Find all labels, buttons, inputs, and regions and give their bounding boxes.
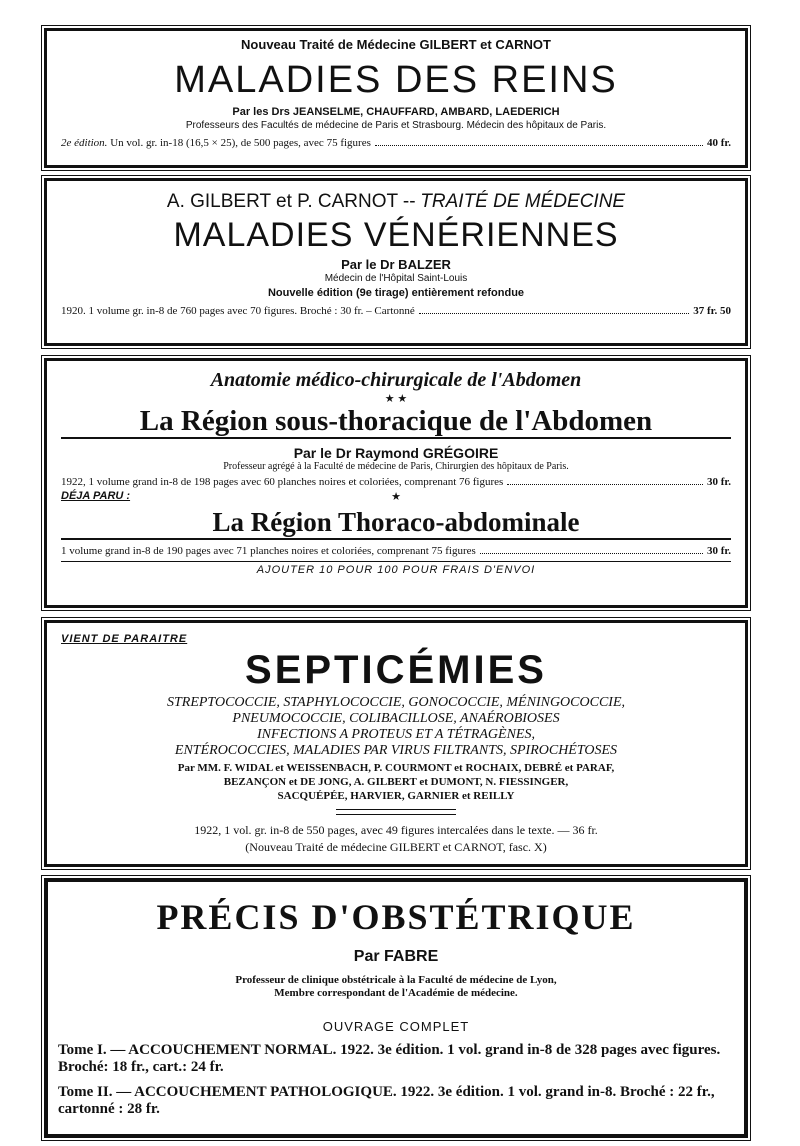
price-2: 30 fr. bbox=[706, 545, 731, 557]
details-line bbox=[61, 137, 731, 149]
book-title: La Région sous-thoracique de l'Abdomen bbox=[139, 405, 653, 437]
leader-dots bbox=[375, 137, 703, 146]
author-line: Par le Dr Raymond GRÉGOIRE bbox=[293, 445, 499, 461]
affiliations-line: Professeurs des Facultés de médecine de Paris et Strasbourg. Médecin des hôpitaux de Paris. bbox=[185, 120, 607, 131]
already-published-label: DÉJA PARU : bbox=[61, 490, 131, 502]
series-title: TRAITÉ DE MÉDECINE bbox=[420, 191, 626, 212]
details-text: 1922, 1 volume grand in-8 de 198 pages avec 60 planches noires et coloriées, comprenant 76 figures bbox=[61, 476, 504, 488]
edition-note: 2e édition. bbox=[61, 137, 108, 149]
topic-line: INFECTIONS A PROTEUS ET A TÉTRAGÈNES, bbox=[257, 727, 535, 742]
series-separator: -- bbox=[402, 191, 416, 212]
book-title: PRÉCIS D'OBSTÉTRIQUE bbox=[156, 897, 636, 937]
topic-line: ENTÉROCOCCIES, MALADIES PAR VIRUS FILTRANTS, SPIROCHÉTOSES bbox=[174, 743, 618, 758]
details-line bbox=[61, 305, 731, 317]
affiliation-line: Médecin de l'Hôpital Saint-Louis bbox=[324, 273, 468, 284]
author-line: Par le Dr BALZER bbox=[341, 257, 451, 272]
authors-line: Par les Drs JEANSELME, CHAUFFARD, AMBARD, LAEDERICH bbox=[232, 106, 560, 118]
price: 40 fr. bbox=[706, 137, 731, 149]
edition-line: Nouvelle édition (9e tirage) entièrement refondue bbox=[267, 287, 525, 299]
star-divider: ★ bbox=[391, 491, 401, 503]
details-text: Un vol. gr. in-18 (16,5 × 25), de 500 pages, avec 75 figures bbox=[110, 137, 371, 149]
topic-line: PNEUMOCOCCIE, COLIBACILLOSE, ANAÉROBIOSES bbox=[232, 711, 560, 726]
series-heading: Anatomie médico-chirurgicale de l'Abdomen bbox=[210, 369, 582, 391]
leader-dots-2 bbox=[480, 545, 703, 554]
series-heading bbox=[47, 191, 745, 213]
details-text-2: 1 volume grand in-8 de 190 pages avec 71 planches noires et coloriées, comprenant 75 figures bbox=[61, 545, 476, 557]
topic-line: STREPTOCOCCIE, STAPHYLOCOCCIE, GONOCOCCIE, MÉNINGOCOCCIE, bbox=[166, 695, 626, 710]
already-published-row bbox=[61, 490, 731, 504]
tome-2: Tome II. — ACCOUCHEMENT PATHOLOGIQUE. 1922. 3e édition. 1 vol. grand in-8. Broché : 22 fr., cartonné : 28 fr. bbox=[58, 1084, 715, 1117]
ad-maladies-veneriennes bbox=[44, 178, 748, 346]
new-release-label: VIENT DE PARAITRE bbox=[61, 633, 188, 645]
series-authors: A. GILBERT et P. CARNOT bbox=[166, 191, 399, 212]
second-book-title: La Région Thoraco-abdominale bbox=[212, 507, 580, 537]
price: 30 fr. bbox=[706, 476, 731, 488]
ad-precis-obstetrique bbox=[44, 878, 748, 1138]
shipping-note: AJOUTER 10 POUR 100 POUR FRAIS D'ENVOI bbox=[256, 564, 536, 576]
book-title: MALADIES VÉNÉRIENNES bbox=[173, 216, 619, 254]
ad-maladies-des-reins bbox=[44, 28, 748, 168]
ornamental-divider bbox=[336, 809, 456, 815]
details-line: 1922, 1 vol. gr. in-8 de 550 pages, avec 49 figures intercalées dans le texte. — 36 fr. bbox=[194, 823, 598, 837]
price: 37 fr. 50 bbox=[693, 305, 731, 317]
affiliation-line-1: Professeur de clinique obstétricale à la Faculté de médecine de Lyon, bbox=[235, 974, 557, 986]
authors-line: Par MM. F. WIDAL et WEISSENBACH, P. COURMONT et ROCHAIX, DEBRÉ et PARAF, bbox=[177, 762, 615, 774]
details-text: 1920. 1 volume gr. in-8 de 760 pages avec 70 figures. Broché : 30 fr. – Cartonné bbox=[61, 305, 415, 317]
shipping-rule bbox=[61, 561, 731, 562]
ad-septicemies bbox=[44, 620, 748, 867]
authors-line: BEZANÇON et DE JONG, A. GILBERT et DUMONT, N. FIESSINGER, bbox=[223, 776, 569, 788]
second-title-rule bbox=[61, 538, 731, 540]
leader-dots bbox=[419, 305, 689, 314]
authors-line: SACQUÉPÉE, HARVIER, GARNIER et REILLY bbox=[277, 790, 515, 802]
affiliation-line-2: Membre correspondant de l'Académie de médecine. bbox=[274, 987, 518, 999]
tome-1: Tome I. — ACCOUCHEMENT NORMAL. 1922. 3e édition. 1 vol. grand in-8 de 328 pages avec figures. Broché: 18 fr., cart.: 24 fr. bbox=[58, 1042, 721, 1075]
book-title: SEPTICÉMIES bbox=[245, 648, 547, 692]
leader-dots bbox=[507, 476, 703, 485]
series-note: (Nouveau Traité de médecine GILBERT et CARNOT, fasc. X) bbox=[245, 840, 547, 854]
authors-list bbox=[61, 761, 731, 803]
topics-list bbox=[47, 695, 745, 759]
complete-work-label: OUVRAGE COMPLET bbox=[322, 1019, 470, 1034]
details-line bbox=[61, 476, 731, 488]
new-release-row bbox=[61, 629, 731, 647]
stars-divider: ★ ★ bbox=[384, 393, 408, 405]
book-title: MALADIES DES REINS bbox=[174, 59, 618, 101]
title-rule bbox=[61, 437, 731, 439]
ad-region-abdomen bbox=[44, 358, 748, 608]
series-line: Nouveau Traité de Médecine GILBERT et CARNOT bbox=[241, 37, 551, 52]
affiliation-line: Professeur agrégé à la Faculté de médecine de Paris, Chirurgien des hôpitaux de Paris. bbox=[223, 461, 569, 472]
details-line-2 bbox=[61, 545, 731, 557]
author-line: Par FABRE bbox=[353, 948, 439, 965]
